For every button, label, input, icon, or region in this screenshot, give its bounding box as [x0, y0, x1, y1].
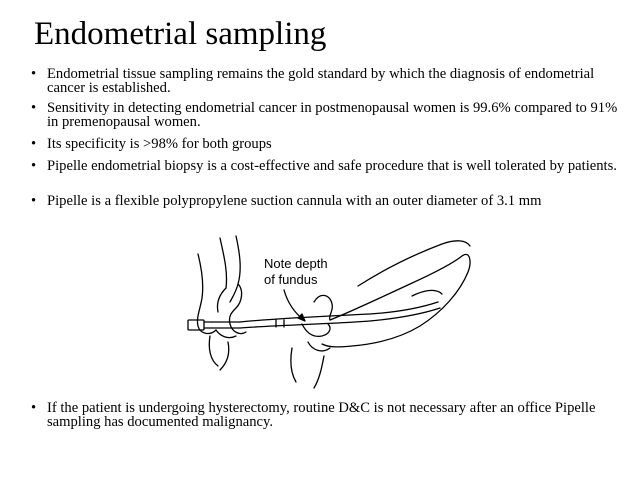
bullet-text: Pipelle is a flexible polypropylene suction cannula with an outer diameter of 3.1 mm: [47, 193, 542, 209]
slide-title: Endometrial sampling: [34, 16, 327, 52]
bullet-text: Its specificity is >98% for both groups: [47, 136, 272, 152]
figure-label-line2: of fundus: [264, 272, 318, 287]
bullet-marker: •: [31, 66, 37, 82]
bullet-marker: •: [31, 193, 37, 209]
bullet-item: [31, 137, 631, 151]
bullet-item: [31, 67, 631, 95]
bullet-marker: •: [31, 100, 37, 116]
pipelle-diagram: [180, 232, 476, 394]
bullet-marker: •: [31, 400, 37, 416]
bullet-text: If the patient is undergoing hysterectomy, routine D&C is not necessary after an office Pipelle sampling has documented malignancy.: [47, 400, 596, 430]
bullet-item: [31, 194, 631, 208]
bullet-text: Sensitivity in detecting endometrial cancer in postmenopausal women is 99.6% compared to 91% in premenopausal women.: [47, 100, 618, 130]
bullet-text: Endometrial tissue sampling remains the gold standard by which the diagnosis of endometrial cancer is established.: [47, 66, 595, 96]
bullet-item: [31, 159, 631, 173]
bullet-item: [31, 401, 631, 429]
bullet-marker: •: [31, 158, 37, 174]
figure-label-line1: Note depth: [264, 256, 328, 271]
bullet-text: Pipelle endometrial biopsy is a cost-effective and safe procedure that is well tolerated by patients.: [47, 158, 617, 174]
hand-drawing: [197, 236, 246, 370]
arrow-icon: [284, 290, 305, 321]
bullet-item: [31, 101, 631, 129]
pipelle-cannula: [188, 302, 440, 330]
bullet-marker: •: [31, 136, 37, 152]
